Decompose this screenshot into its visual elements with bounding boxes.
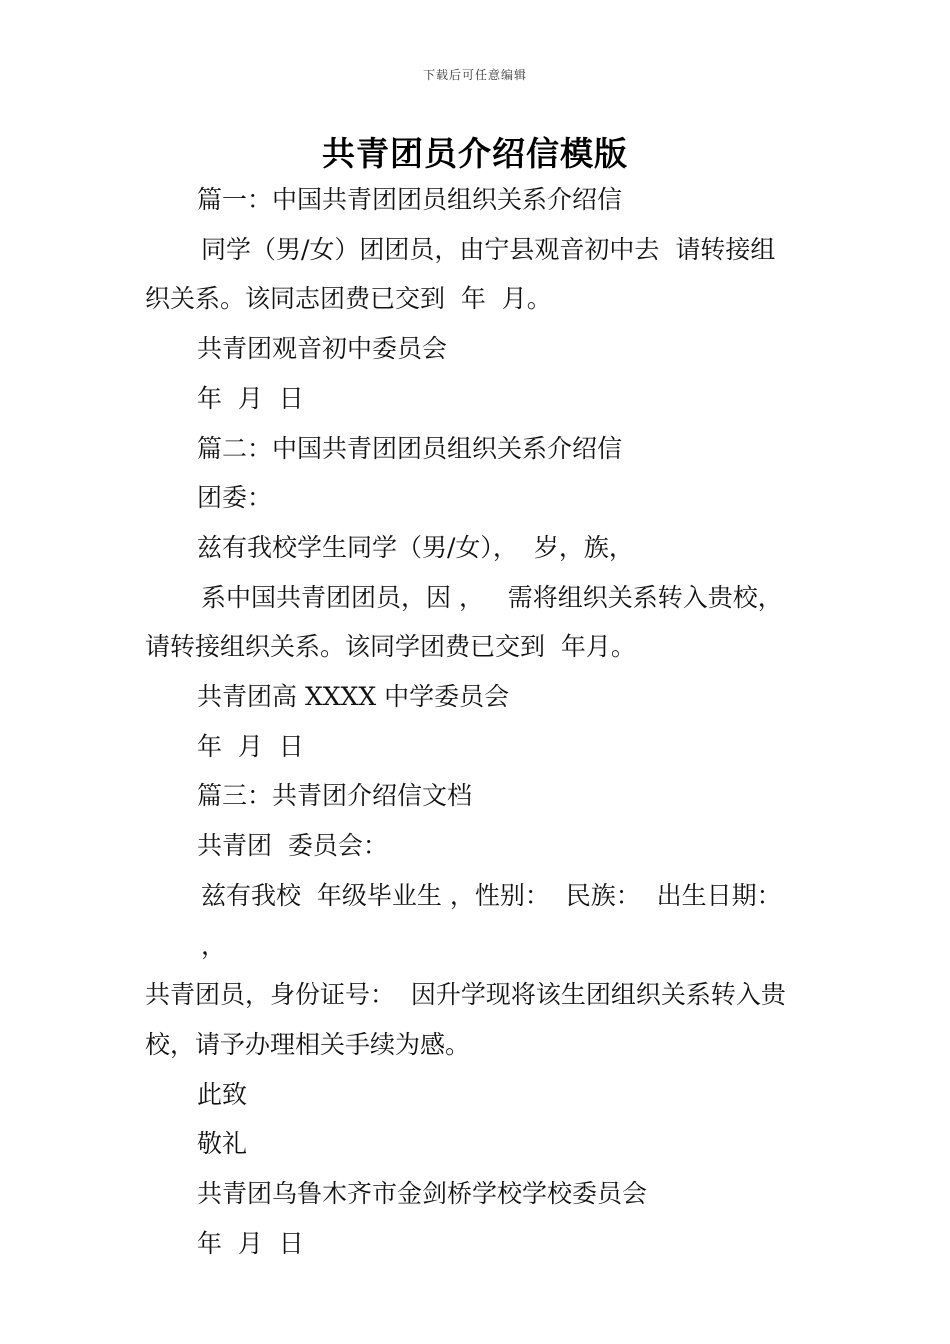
page-header-note: 下载后可任意编辑 <box>422 68 527 82</box>
document-body <box>145 175 815 1268</box>
date-line: 年 月 日 <box>197 1228 304 1258</box>
signature-org: 共青团高 XXXX 中学委员会 <box>197 682 510 712</box>
date-line: 年 月 日 <box>197 383 304 413</box>
salutation: 共青团 委员会： <box>197 831 388 861</box>
paragraph-line: 系中国共青团团员，因 ， 需将组织关系转入贵校， <box>201 582 783 612</box>
section-heading-2: 篇二：中国共青团团员组织关系介绍信 <box>197 433 623 463</box>
paragraph-line: 织关系。该同志团费已交到 年 月。 <box>145 284 552 314</box>
document-title: 共青团员介绍信模版 <box>322 134 628 173</box>
paragraph-line: 同学（男/女）团团员，由宁县观音初中去 请转接组 <box>201 234 776 264</box>
signature-org: 共青团乌鲁木齐市金剑桥学校学校委员会 <box>197 1179 648 1209</box>
paragraph-line: 兹有我校 年级毕业生 ，性别： 民族： 出生日期： ， <box>201 880 806 960</box>
paragraph-line: 共青团员，身份证号： 因升学现将该生团组织关系转入贵 <box>145 980 786 1010</box>
section-heading-1: 篇一：中国共青团团员组织关系介绍信 <box>197 185 623 214</box>
date-line: 年 月 日 <box>197 731 304 761</box>
paragraph-line: 兹有我校学生同学（男/女）， 岁，族， <box>197 532 634 562</box>
paragraph-line: 校，请予办理相关手续为感。 <box>145 1029 471 1059</box>
closing-line: 此致 <box>197 1079 248 1109</box>
closing-line: 敬礼 <box>197 1129 248 1159</box>
section-heading-3: 篇三：共青团介绍信文档 <box>197 781 473 811</box>
signature-org: 共青团观音初中委员会 <box>197 334 448 364</box>
paragraph-line: 请转接组织关系。该同学团费已交到 年月。 <box>145 632 636 662</box>
salutation: 团委： <box>197 483 273 513</box>
